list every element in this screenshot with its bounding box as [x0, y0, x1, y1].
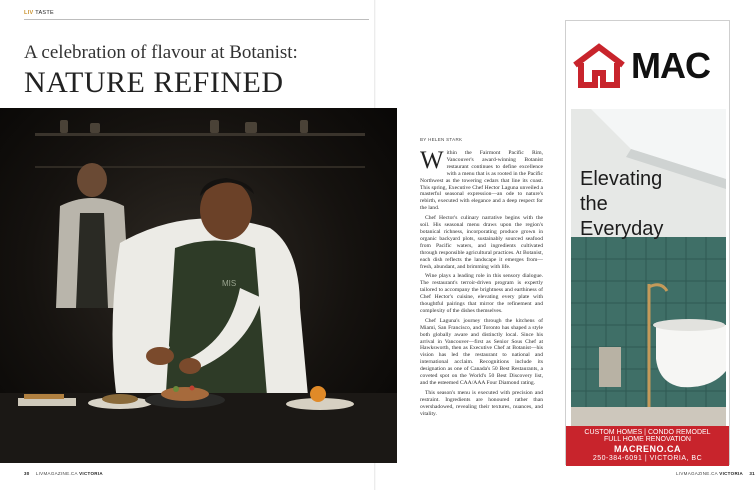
ad-services-line2: FULL HOME RENOVATION	[604, 436, 691, 443]
article-paragraph: This season's menu is executed with precision and restraint. Ingredients are honoured rather than overshadowed, revealing their textures, nuances, and vitality.	[420, 389, 543, 417]
right-page-number: 31	[749, 471, 755, 476]
left-folio	[24, 471, 103, 476]
lead-paragraph	[420, 147, 543, 212]
left-page-number: 30	[24, 471, 30, 476]
drop-cap: W	[420, 147, 444, 174]
house-logo-icon	[571, 43, 627, 89]
byline: BY HELEN STARK	[420, 137, 463, 142]
right-folio	[676, 471, 755, 476]
left-magazine-name: LIVMAGAZINE.CA	[35, 471, 78, 476]
article-paragraph: Chef Hector's culinary narrative begins with the soil. His seasonal menu draws upon the region's botanical richness, incorporating produce grown in organic backyard plots, sustainably sourced seafood from Pacific waters, and ingredients cultivated through responsible agricultural practices. At Botanist, each dish reflects the landscape it emerges from—fresh, abundant, and brimming with life.	[420, 215, 543, 270]
ad-url-link[interactable]: MACRENO.CA	[614, 444, 681, 454]
bathroom-photo	[571, 109, 726, 427]
article-kicker: A celebration of flavour at Botanist:	[24, 42, 298, 63]
ad-tagline	[580, 167, 663, 242]
section-rule	[24, 19, 369, 20]
mac-advertisement[interactable]	[565, 20, 730, 465]
mac-logo	[571, 43, 727, 89]
lead-text: ithin the Fairmont Pacific Rim, Vancouver's award-winning Botanist restaurant continues to define excellence with a menu that is as rooted in the Pacific Northwest as the towering cedars that line its coast. This spring, Executive Chef Hector Laguna unveiled a masterful seasonal expression—an ode to nature's rebirth, executed with elegance and a deep respect for the land.	[420, 150, 543, 212]
article-headline: NATURE REFINED	[24, 66, 284, 99]
tagline-line: Elevating	[580, 168, 663, 190]
section-name: TASTE	[35, 10, 55, 16]
ad-phone: 250-384-6091 | VICTORIA, BC	[592, 455, 703, 462]
ad-footer	[566, 426, 729, 466]
article-paragraph: Chef Laguna's journey through the kitchens of Miami, San Francisco, and Toronto has shaped a style both globally aware and distinctly local. Since his arrival in Vancouver—first as Senior Sous Chef at Hawksworth, then as Executive Chef at Botanist—his vision has led the restaurant to national and international acclaim. Recognitions include its designation as one of Canada's 50 Best Restaurants, a coveted spot on the World's 50 Best Discovery list, and the esteemed CAA/AAA Four Diamond rating.	[420, 317, 543, 386]
bathroom-illustration	[571, 109, 726, 427]
right-magazine-name: LIVMAGAZINE.CA	[676, 471, 718, 476]
chef-photo-illustration	[0, 108, 397, 463]
article-paragraph: Wine plays a leading role in this sensory dialogue. The restaurant's terroir-driven program is expertly tailored to accompany the brightness and earthiness of Chef Hector's cuisine, elevating every plate with thoughtful pairings that mirror the refinement and complexity of the dishes themselves.	[420, 273, 543, 314]
chef-plating-photo	[0, 108, 397, 463]
section-brand: LIV	[24, 10, 34, 16]
right-city: VICTORIA	[719, 471, 744, 476]
ad-services-line1: CUSTOM HOMES | CONDO REMODEL	[584, 429, 711, 436]
apron-text: MIS	[222, 279, 237, 288]
left-city: VICTORIA	[79, 471, 103, 476]
section-tag	[24, 10, 54, 16]
mac-brand-text: MAC	[631, 45, 710, 86]
tagline-line: Everyday	[580, 218, 664, 240]
article-body	[420, 147, 543, 421]
tagline-line: the	[580, 193, 608, 215]
